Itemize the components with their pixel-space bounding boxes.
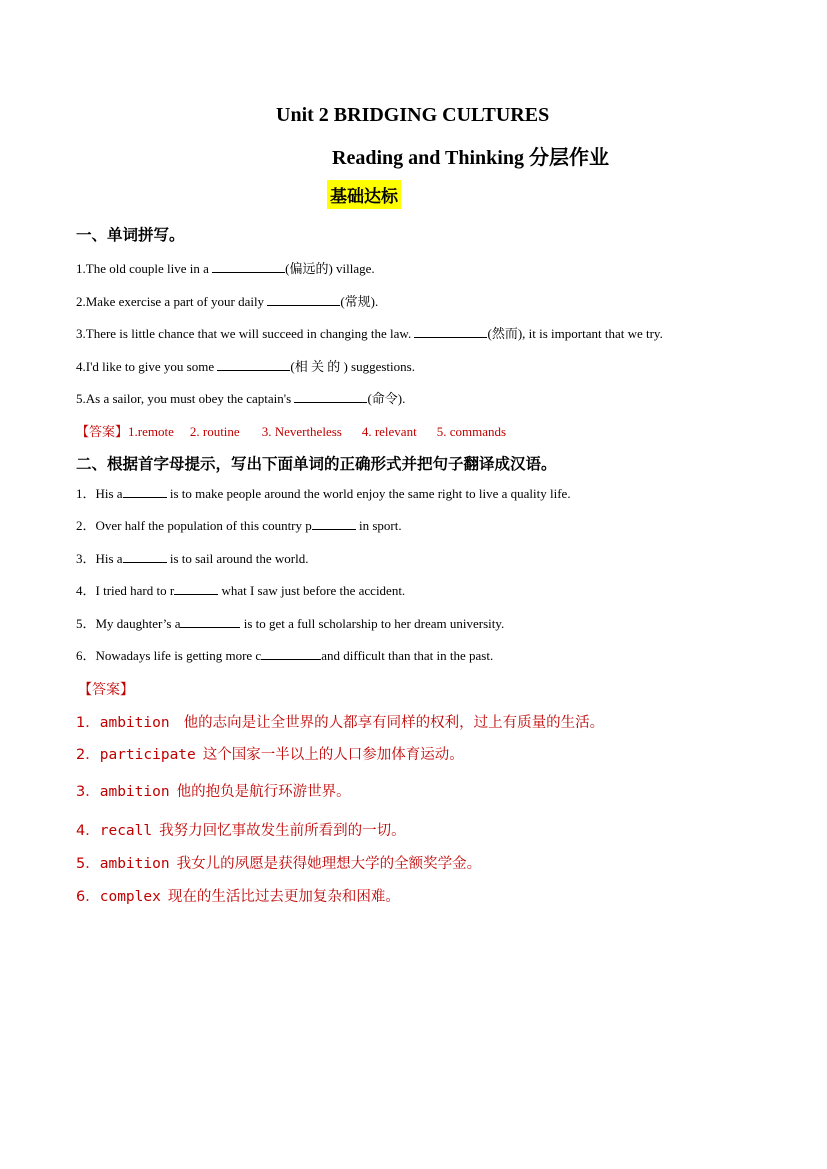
section2-heading: 二、根据首字母提示，写出下面单词的正确形式并把句子翻译成汉语。 — [76, 455, 557, 473]
section2-answer-4: 4．recall 我努力回忆事故发生前所看到的一切。 — [76, 823, 406, 839]
section1-question-4: 4.I'd like to give you some (相 关 的 ) suggestions. — [76, 359, 415, 374]
answer-blank[interactable] — [174, 582, 218, 595]
section2-answer-2: 2．participate 这个国家一半以上的人口参加体育运动。 — [76, 747, 464, 763]
answer-blank[interactable] — [217, 358, 290, 371]
answer-blank[interactable] — [414, 325, 487, 338]
section2-question-6: 6．Nowadays life is getting more c and difficult than that in the past. — [76, 648, 494, 663]
section1-answers: 【答案】1.remote 2. routine 3. Nevertheless 4. relevant 5. commands — [76, 424, 507, 440]
answer-blank[interactable] — [261, 647, 321, 660]
section1-question-5: 5.As a sailor, you must obey the captain's (命令). — [76, 391, 406, 406]
answer-blank[interactable] — [123, 550, 167, 563]
section1-question-1: 1.The old couple live in a (偏远的) village. — [76, 261, 375, 276]
answer-5: 5. commands — [436, 424, 507, 439]
answer-blank[interactable] — [312, 517, 356, 530]
section1-question-2: 2.Make exercise a part of your daily (常规). — [76, 294, 379, 309]
section2-question-1: 1．His a is to make people around the world enjoy the same right to live a quality life. — [76, 486, 571, 501]
answer-4: 4. relevant — [361, 424, 417, 439]
answer-blank[interactable] — [267, 293, 340, 306]
section1-question-3: 3.There is little chance that we will succeed in changing the law. (然而), it is important that we try. — [76, 326, 663, 341]
answer-blank[interactable] — [294, 390, 367, 403]
answer-blank[interactable] — [180, 615, 240, 628]
answer-blank[interactable] — [123, 485, 167, 498]
section1-heading: 一、单词拼写。 — [76, 226, 185, 244]
section2-question-3: 3．His a is to sail around the world. — [76, 551, 309, 566]
section2-answer-5: 5．ambition 我女儿的夙愿是获得她理想大学的全额奖学金。 — [76, 856, 482, 872]
answer-3: 3. Nevertheless — [261, 424, 342, 439]
page-title: Unit 2 BRIDGING CULTURES — [276, 104, 550, 126]
level-tag: 基础达标 — [327, 180, 401, 209]
section2-question-4: 4．I tried hard to r what I saw just before the accident. — [76, 583, 406, 598]
answer-2: 2. routine — [189, 424, 240, 439]
page-subtitle: Reading and Thinking 分层作业 — [332, 147, 609, 169]
section2-question-2: 2．Over half the population of this country p in sport. — [76, 518, 402, 533]
section2-question-5: 5．My daughter’s a is to get a full scholarship to her dream university. — [76, 616, 505, 631]
section2-answer-1: 1．ambition 他的志向是让全世界的人都享有同样的权利，过上有质量的生活。 — [76, 715, 605, 731]
answer-1: 1.remote — [128, 424, 174, 439]
section2-answer-6: 6．complex 现在的生活比过去更加复杂和困难。 — [76, 889, 400, 905]
section2-answer-label: 【答案】 — [78, 682, 134, 698]
answer-blank[interactable] — [212, 260, 285, 273]
section2-answer-3: 3．ambition 他的抱负是航行环游世界。 — [76, 784, 351, 800]
